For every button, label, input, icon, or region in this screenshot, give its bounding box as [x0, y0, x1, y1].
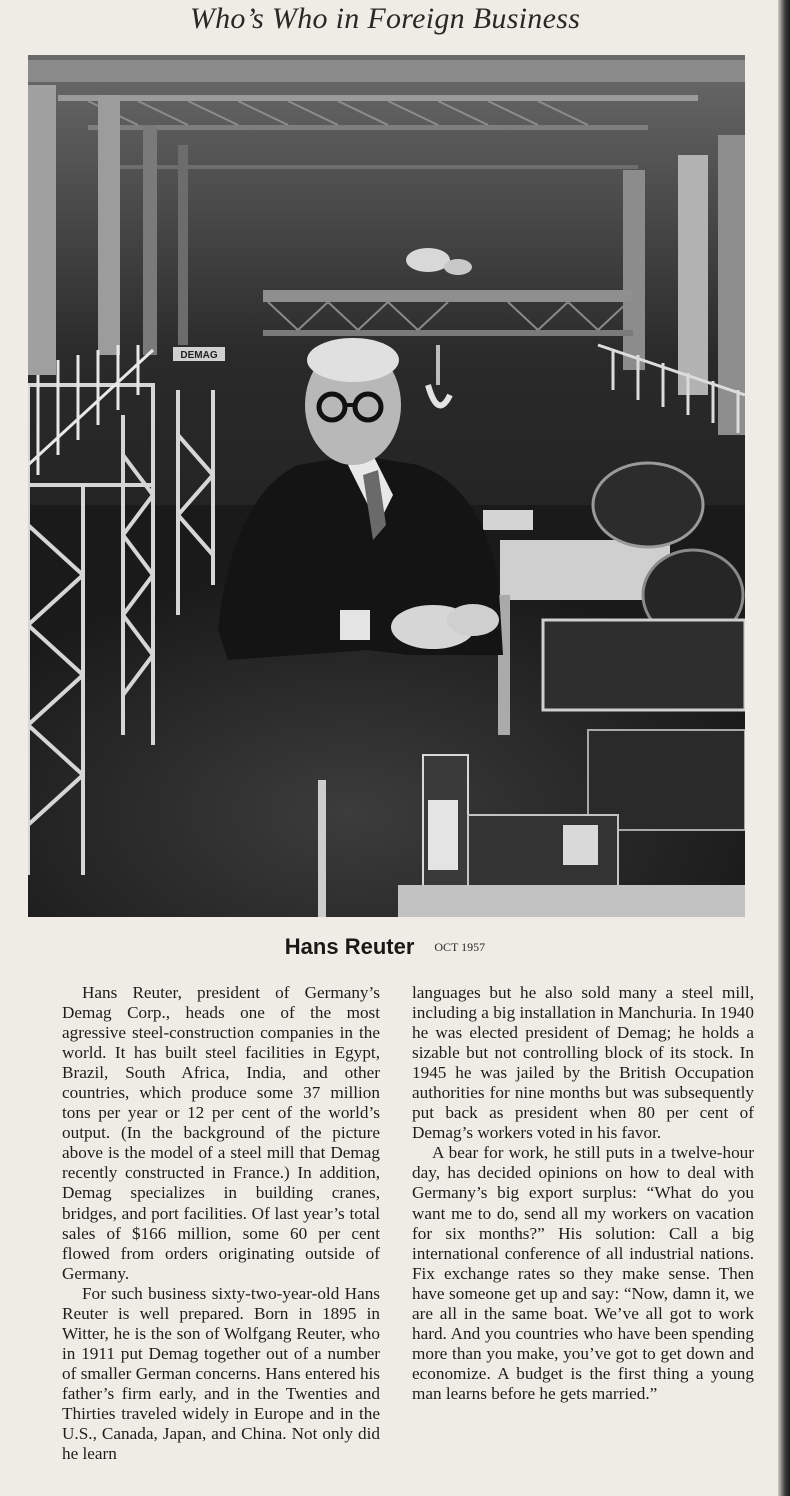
- issue-date: OCT 1957: [434, 940, 486, 954]
- photo-caption: [0, 934, 770, 960]
- demag-sign: DEMAG: [180, 350, 218, 361]
- article-column-right: [412, 983, 754, 1404]
- article-paragraph: languages but he also sold many a steel mill, including a big installation in Manchuria. In 1940 he was elected president of Demag; he holds a sizable but not controlling block of its stock. In 1945 he was jailed by the British Occupation authorities for nine months but was subsequently put back as president when 80 per cent of Demag’s workers voted in his favor.: [412, 983, 754, 1143]
- article-paragraph: Hans Reuter, president of Germany’s Demag Corp., heads one of the most agressive steel-construction companies in the world. It has built steel facilities in Egypt, Brazil, South Africa, India, and other countries, which produce some 37 million tons per year or 12 per cent of the world’s output. (In the background of the picture above is the model of a steel mill that Demag recently constructed in France.) In addition, Demag specializes in building cranes, bridges, and port facilities. Of last year’s total sales of $166 million, some 60 per cent flowed from orders originating outside of Germany.: [62, 983, 380, 1283]
- section-header: Who’s Who in Foreign Business: [189, 2, 581, 35]
- page-binding-edge: [778, 0, 790, 1496]
- article-column-left: [62, 983, 380, 1464]
- person-name: Hans Reuter: [284, 934, 415, 959]
- article-paragraph: For such business sixty-two-year-old Hans Reuter is well prepared. Born in 1895 in Witter, he is the son of Wolfgang Reuter, who in 1911 put Demag together out of a number of smaller German concerns. Hans entered his father’s firm early, and in the Twenties and Thirties traveled widely in Europe and in the U.S., Canada, Japan, and China. Not only did he learn: [62, 1283, 380, 1464]
- portrait-photo: [28, 55, 745, 917]
- article-paragraph: A bear for work, he still puts in a twelve-hour day, has decided opinions on how to deal with Germany’s big export surplus: “What do you want me to do, send all my workers on vacation for six months?” His solution: Call a big international conference of all industrial nations. Fix exchange rates so they make sense. Then have someone get up and say: “Now, damn it, we are all in the same boat. We’ve all got to work hard. And you countries who have been spending more than you make, you’ve got to get down and economize. A budget is the first thing a young man learns before he gets married.”: [412, 1143, 754, 1403]
